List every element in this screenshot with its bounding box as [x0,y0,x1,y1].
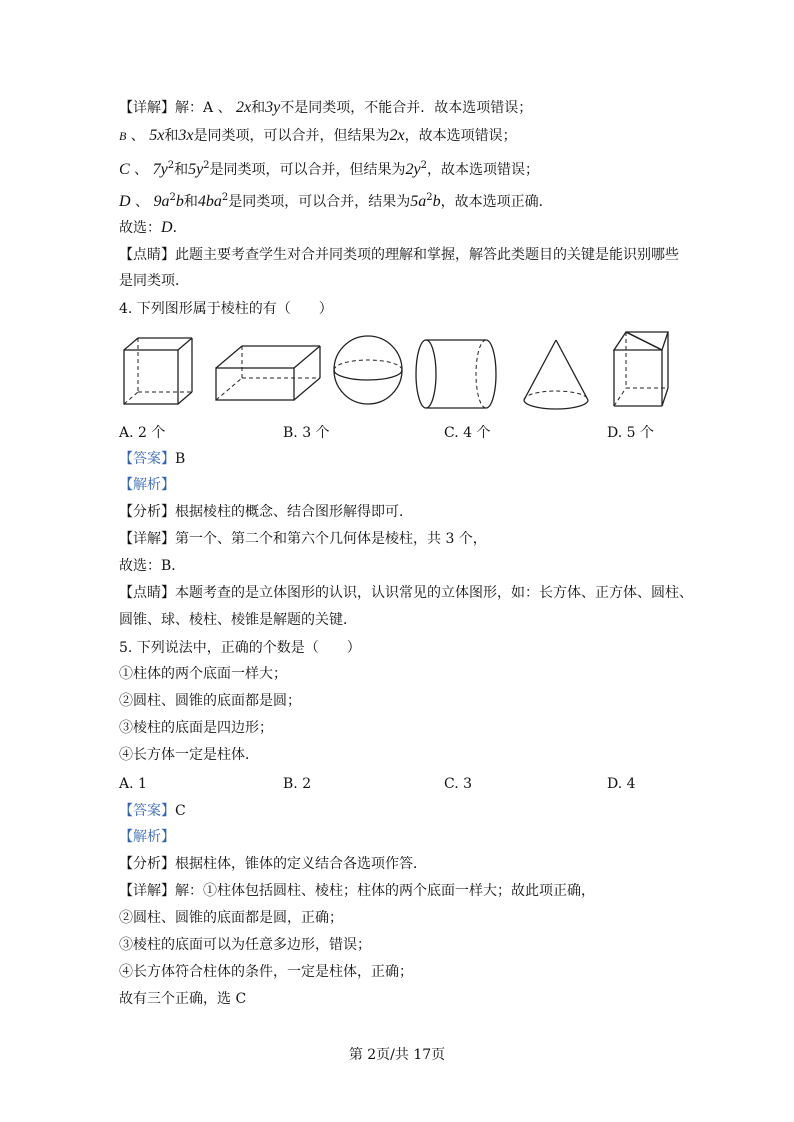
q4-option-a: A. 2 个 [119,425,166,441]
answer-tag: 【答案】 [119,451,175,467]
sphere-icon [332,334,404,406]
q5-detail-line: 【详解】解：①柱体包括圆柱、棱柱；柱体的两个底面一样大；故此项正确， [119,883,595,899]
cube-icon [122,336,194,406]
q4-comment-line-1: 【点睛】本题考查的是立体图形的认识，认识常见的立体图形，如：长方体、正方体、圆柱、 [119,585,693,601]
q5-question: 5. 下列说法中，正确的个数是（ ） [119,640,361,656]
q3-option-d-line: D 、 $9a^2b$和$4ba^2$是同类项，可以合并，结果为$5a^2b$，故本选项正确． [119,192,553,210]
q3-comment-line-1: 【点睛】此题主要考查学生对合并同类项的理解和掌握，解答此类题目的关键是能识别哪些 [119,247,679,263]
cylinder-icon [414,338,500,410]
triangular-prism-icon [612,330,672,410]
q5-analysis-tag: 【解析】 [119,829,175,845]
cone-icon [520,338,592,412]
q4-option-c: C. 4 个 [444,425,491,441]
q3-comment-line-2: 是同类项． [119,273,189,289]
q4-answer-line: 【答案】B [119,451,186,467]
q3-detail-line: 【详解】解：A 、 2x和3y不是同类项，不能合并．故本选项错误； [119,99,533,116]
q4-analysis-tag: 【解析】 [119,477,175,493]
q4-fenxi-line: 【分析】根据棱柱的概念、结合图形解得即可． [119,504,413,520]
q5-statement-3: ③棱柱的底面是四边形； [119,720,273,736]
q4-option-b: B. 3 个 [283,425,330,441]
q4-choose-line: 故选：B． [119,558,186,574]
q5-statement-1: ①柱体的两个底面一样大； [119,666,287,682]
q5-statement-4: ④长方体一定是柱体． [119,747,259,763]
detail-tag: 【详解】 [119,100,175,116]
q5-statement-2: ②圆柱、圆锥的底面都是圆； [119,693,301,709]
q5-answer-line: 【答案】C [119,803,186,819]
q4-comment-line-2: 圆锥、球、棱柱、棱锥是解题的关键． [119,612,357,628]
page-footer: 第 2页/共 17页 [348,1047,446,1063]
q3-choose-line: 故选：D． [119,219,187,236]
q5-option-c: C. 3 [444,776,473,792]
q3-option-c-line: C 、 $7y^2$和$5y^2$是同类项，可以合并，但结果为$2y^2$，故本选项错误； [119,160,540,178]
q4-detail-line: 【详解】第一个、第二个和第六个几何体是棱柱，共 3 个， [119,531,487,547]
q5-detail-line-5: 故有三个正确，选 C [119,991,247,1007]
q5-detail-line-3: ③棱柱的底面可以为任意多边形，错误； [119,937,371,953]
q5-option-d: D. 4 [607,776,636,792]
q5-fenxi-line: 【分析】根据柱体，锥体的定义结合各选项作答． [119,856,427,872]
q5-detail-line-4: ④长方体符合柱体的条件，一定是柱体，正确； [119,964,413,980]
rectangular-prism-icon [214,344,322,402]
q4-option-d: D. 5 个 [607,425,654,441]
comment-tag: 【点睛】 [119,247,175,263]
q3-option-b-line: B 、 5x和3x是同类项，可以合并，但结果为2x，故本选项错误； [119,127,517,144]
q5-option-b: B. 2 [283,776,312,792]
q5-detail-line-2: ②圆柱、圆锥的底面都是圆，正确； [119,910,343,926]
q4-question: 4. 下列图形属于棱柱的有（ ） [119,301,333,317]
q5-option-a: A. 1 [119,776,147,792]
